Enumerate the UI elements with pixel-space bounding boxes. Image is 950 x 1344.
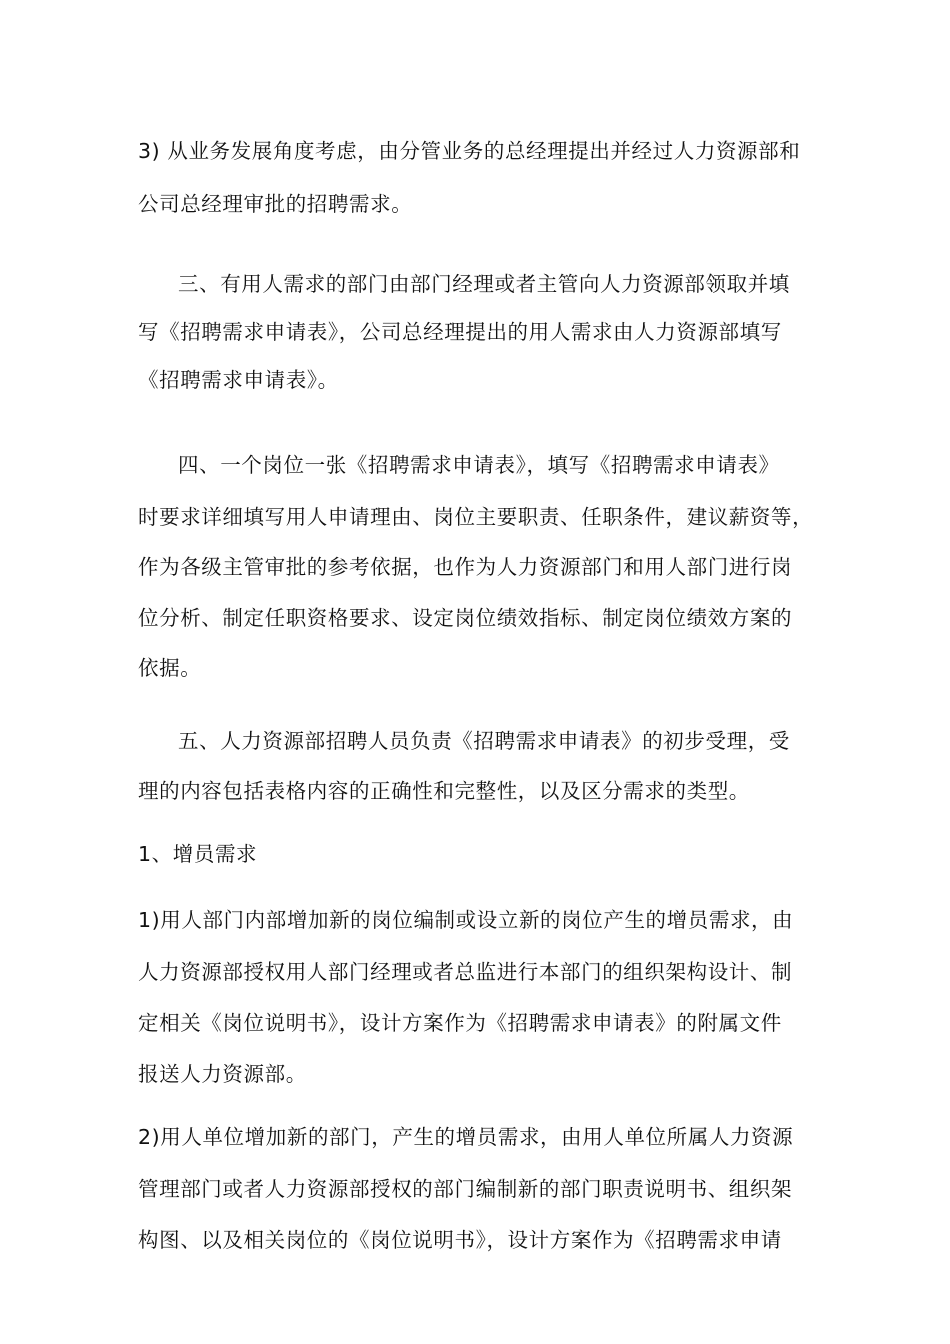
paragraph-line: 人力资源部授权用人部门经理或者总监进行本部门的组织架构设计、制 [138,960,793,984]
paragraph-line: 五、人力资源部招聘人员负责《招聘需求申请表》的初步受理，受 [178,729,790,753]
paragraph-line: 2)用人单位增加新的部门，产生的增员需求，由用人单位所属人力资源 [138,1125,794,1149]
section-heading: 1、增员需求 [138,842,258,866]
paragraph-line: 公司总经理审批的招聘需求。 [138,192,413,216]
paragraph-line: 管理部门或者人力资源部授权的部门编制新的部门职责说明书、组织架 [138,1177,793,1201]
paragraph-line: 理的内容包括表格内容的正确性和完整性，以及区分需求的类型。 [138,779,750,803]
paragraph-line: 时要求详细填写用人申请理由、岗位主要职责、任职条件，建议薪资等， [138,505,814,529]
paragraph-line: 依据。 [138,656,202,680]
paragraph-line: 构图、以及相关岗位的《岗位说明书》，设计方案作为《招聘需求申请 [138,1228,782,1252]
paragraph-line: 3) 从业务发展角度考虑，由分管业务的总经理提出并经过人力资源部和 [138,139,801,163]
paragraph-line: 《招聘需求申请表》。 [138,368,339,392]
paragraph-line: 位分析、制定任职资格要求、设定岗位绩效指标、制定岗位绩效方案的 [138,606,793,630]
paragraph-line: 三、有用人需求的部门由部门经理或者主管向人力资源部领取并填 [178,272,790,296]
paragraph-line: 作为各级主管审批的参考依据，也作为人力资源部门和用人部门进行岗 [138,555,793,579]
paragraph-line: 写《招聘需求申请表》，公司总经理提出的用人需求由人力资源部填写 [138,320,782,344]
paragraph-line: 定相关《岗位说明书》，设计方案作为《招聘需求申请表》的附属文件 [138,1011,782,1035]
paragraph-line: 1)用人部门内部增加新的岗位编制或设立新的岗位产生的增员需求，由 [138,908,794,932]
paragraph-line: 四、一个岗位一张《招聘需求申请表》，填写《招聘需求申请表》 [178,453,780,477]
paragraph-line: 报送人力资源部。 [138,1062,307,1086]
